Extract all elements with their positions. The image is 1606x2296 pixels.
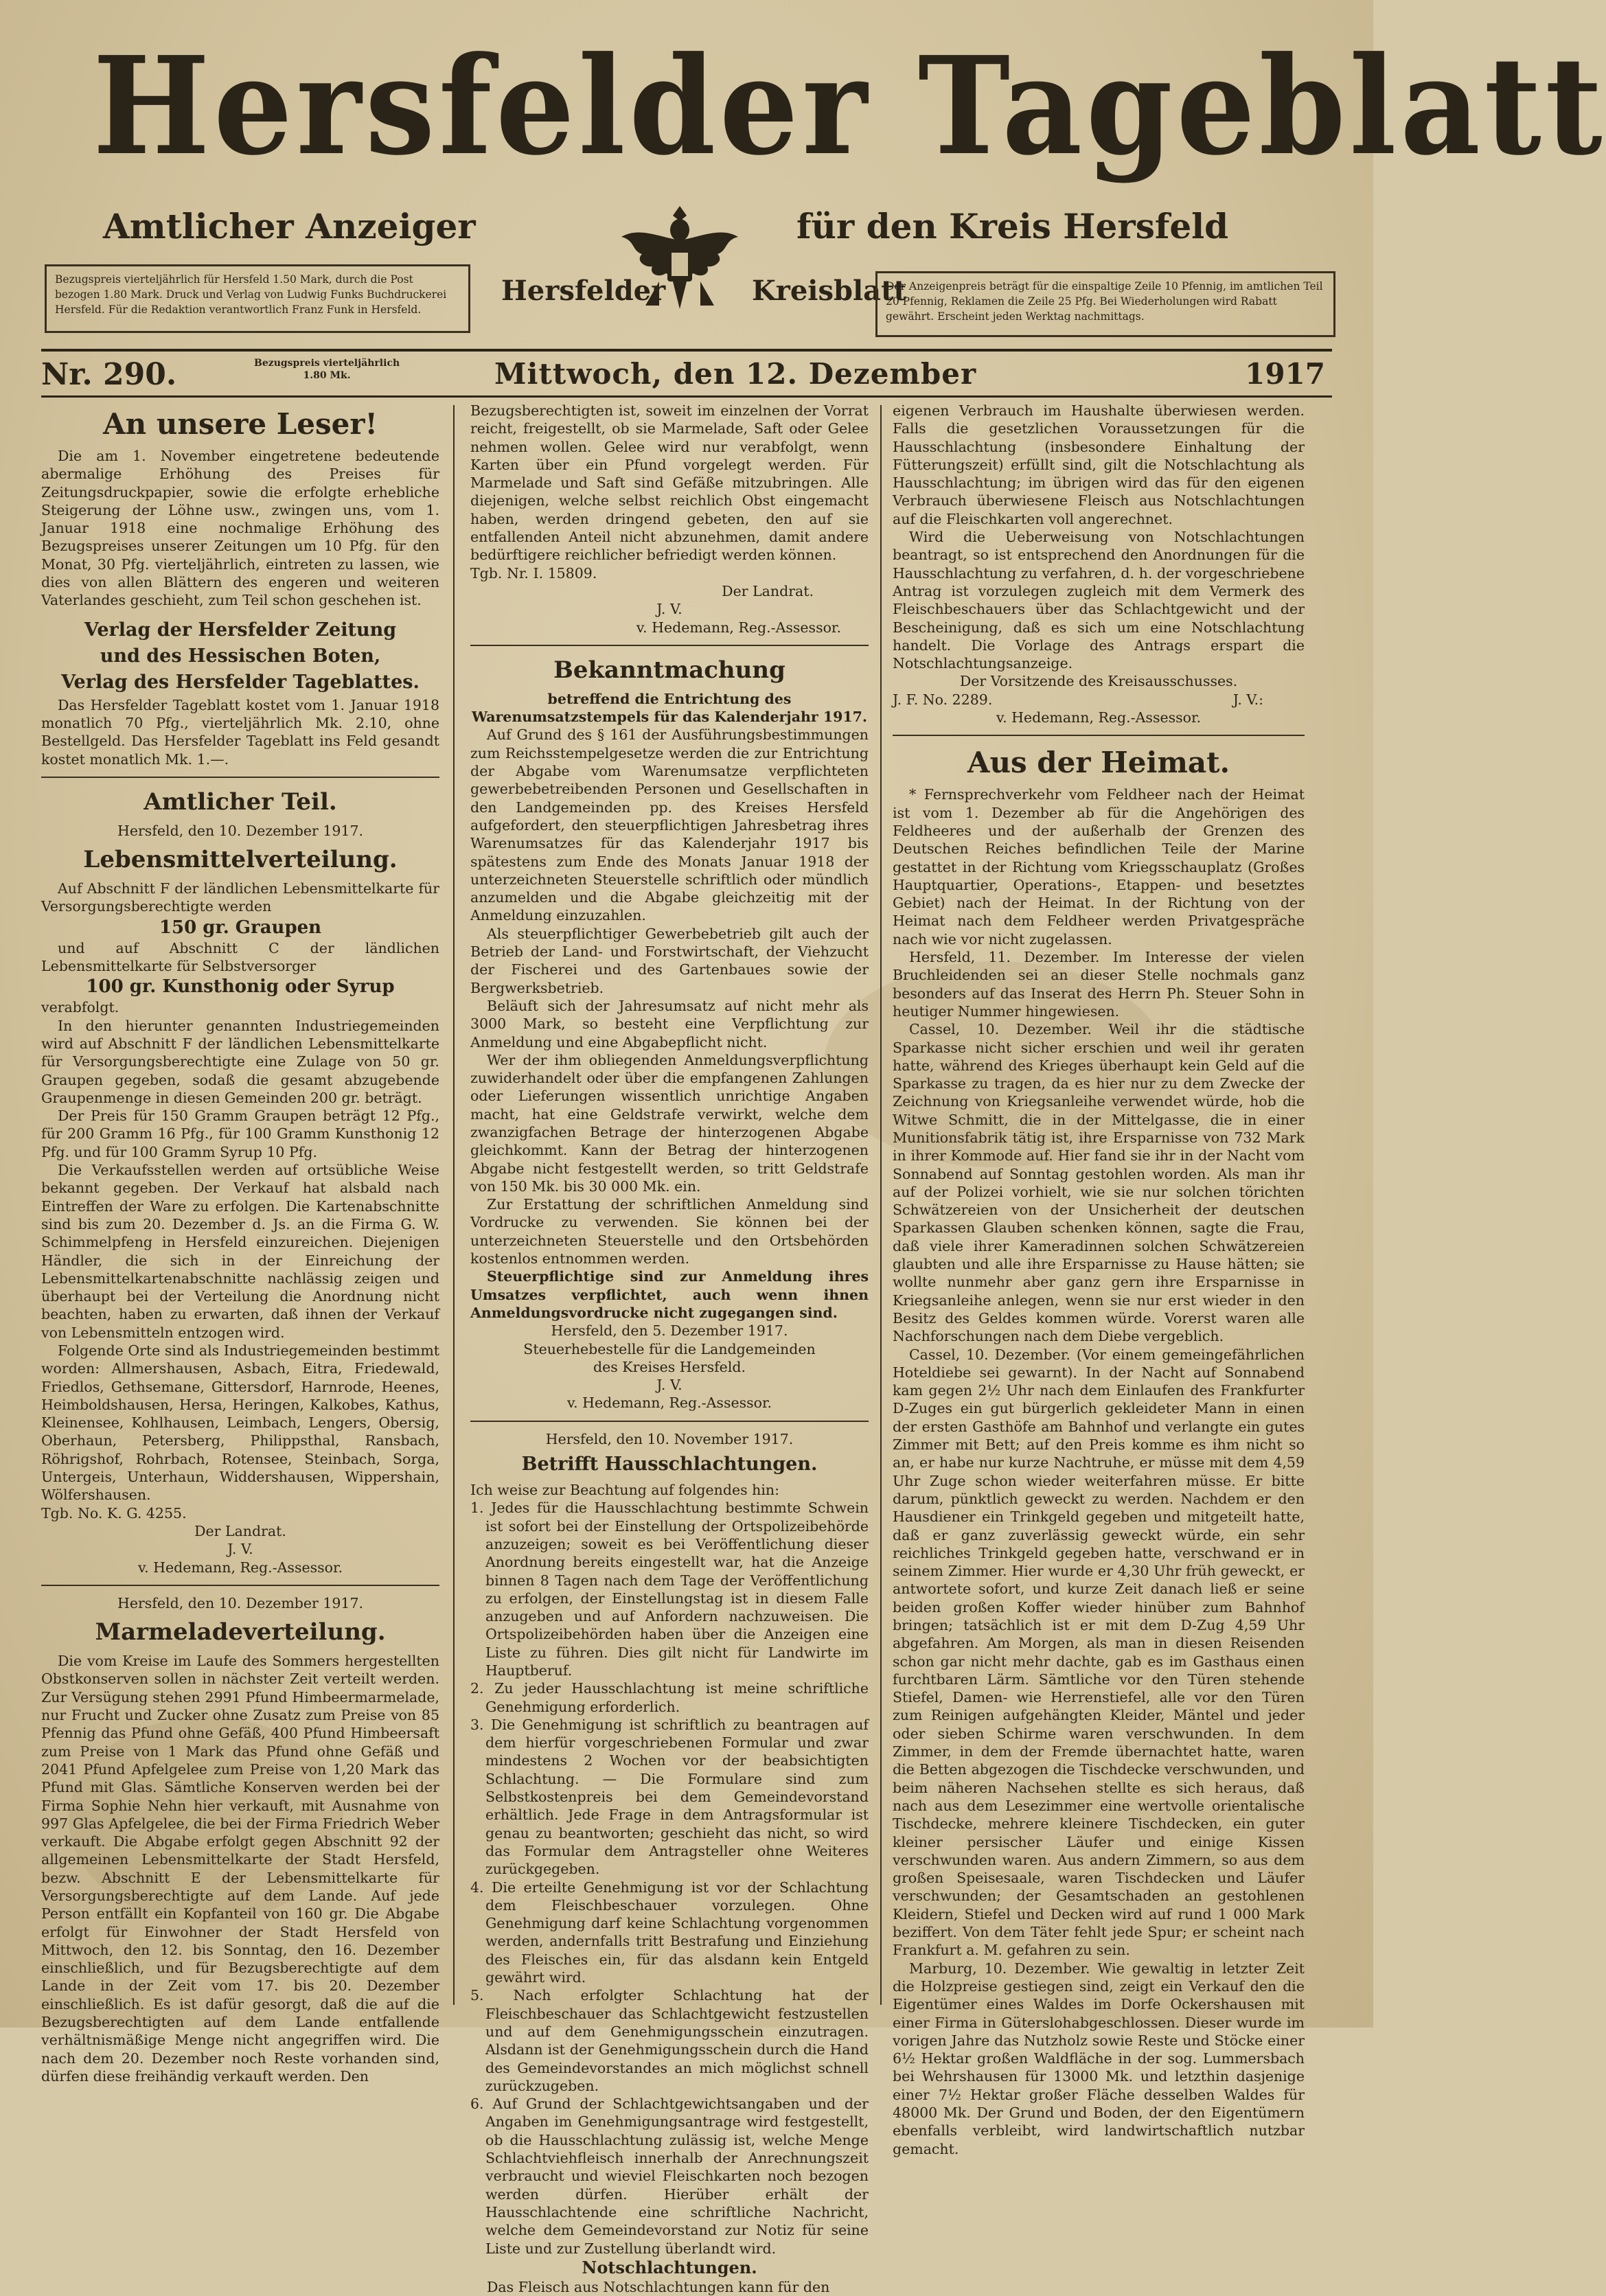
signature: J. V.: [656, 1377, 682, 1394]
heading-aus-der-heimat: Aus der Heimat.: [967, 746, 1230, 780]
dateline: Hersfeld, den 10. November 1917.: [545, 1430, 794, 1447]
article-text: Das Fleisch aus Notschlachtungen kann für den: [487, 2279, 830, 2296]
list-item: 3. Die Genehmigung ist schriftlich zu beantragen auf dem hierfür vorgeschriebenen Formular und zwar mindestens 2 Wochen vor der beabsichtigten Schlachtung. — Die Formulare sind zum Selbstkostenpreis bei dem Gemeindevorstand erhältlich. Jede Frage in dem Antragsformular ist genau zu beantworten; geschieht das nicht, so wird das Formular dem Antragsteller ohne Weiteres zurückgegeben.: [470, 1716, 869, 1878]
issue-year: 1917: [1245, 357, 1325, 391]
article-text: Ich weise zur Beachtung auf folgendes hin:: [470, 1482, 780, 1499]
verlag-line: und des Hessischen Boten,: [100, 645, 381, 667]
ration-item: 150 gr. Graupen: [159, 917, 322, 938]
article-text: * Fernsprechverkehr vom Feldheer nach der Heimat ist vom 1. Dezember ab für die Angehörigen des Feldheeres und der außerhalb der Grenzen des Deutschen Reiches befindlichen Teile der Marine gestattet in der Richtung vom Kriegsschauplatz (Großes Hauptquartier, Operations-, Etappen- und besetztes Gebiet) nach der Heimat. In der Richtung von der Heimat nach dem Feldheer werden Privatgespräche nach wie vor nicht zugelassen.: [893, 786, 1305, 948]
article-text: Zur Erstattung der schriftlichen Anmeldung sind Vordrucke zu verwenden. Sie können bei der unterzeichneten Steuerstelle und den Ortsbehörden kostenlos entnommen werden.: [470, 1196, 869, 1267]
issue-date: Mittwoch, den 12. Dezember: [494, 357, 977, 391]
signature: Steuerhebestelle für die Landgemeinden: [523, 1340, 816, 1357]
article-text: Der Preis für 150 Gramm Graupen beträgt 12 Pfg., für 200 Gramm 16 Pfg., für 100 Gramm Kunsthonig 12 Pfg. und für 100 Gramm Syrup 10 Pfg.: [41, 1107, 439, 1160]
heading-hausschlachtungen: Betrifft Hausschlachtungen.: [521, 1454, 818, 1476]
dateline: Hersfeld, den 10. Dezember 1917.: [117, 822, 364, 839]
signature: J. V.: [227, 1541, 253, 1558]
column-2: [470, 402, 869, 2296]
verlag-line: Verlag der Hersfelder Zeitung: [84, 619, 397, 641]
heading-lebensmittelverteilung: Lebensmittelverteilung.: [83, 846, 398, 874]
signature: J. V.: [656, 601, 682, 618]
column-divider: [880, 405, 882, 2005]
signature: Der Landrat.: [194, 1522, 286, 1539]
article-text: Die Verkaufsstellen werden auf ortsübliche Weise bekannt gegeben. Der Verkauf hat alsbald nach Eintreffen der Ware zu erfolgen. Die Kartenabschnitte sind bis zum 20. Dezember d. Js. an die Firma G. W. Schimmelpfeng in Hersfeld einzureichen. Diejenigen Händler, die sich in der Einreichung der Lebensmittelkartenabschnitte nachlässig zeigen und überhaupt bei der Verteilung die Anordnung nicht beachten, haben zu erwarten, daß ihnen der Verkauf von Lebensmitteln entzogen wird.: [41, 1162, 439, 1341]
signature: v. Hedemann, Reg.-Assessor.: [137, 1559, 343, 1576]
signature: Der Landrat.: [722, 582, 814, 599]
heading-notschlachtungen: Notschlachtungen.: [582, 2257, 757, 2277]
list-item: 4. Die erteilte Genehmigung ist vor der Schlachtung dem Fleischbeschauer vorzulegen. Ohne Genehmigung darf keine Schlachtung vorgenommen werden, andernfalls tritt Bestrafung und Einziehung des Fleisches ein, für das alsdann kein Entgeld gewährt wird.: [470, 1879, 869, 1986]
heading-an-unsere-leser: An unsere Leser!: [103, 407, 378, 441]
jf-number: J. F. No. 2289.: [893, 691, 993, 708]
article-text: Folgende Orte sind als Industriegemeinden bestimmt worden: Allmershausen, Asbach, Eitra, Friedewald, Friedlos, Gethsemane, Gittersdorf, Harnrode, Heenes, Heimboldshausen, Hersa, Heringen, Kalkobes, Kathus, Kleinensee, Kohlhausen, Leimbach, Lengers, Obersig, Oberhaun, Petersberg, Philippsthal, Ransbach, Röhrigshof, Rohrbach, Rotensee, Steinbach, Sorga, Untergeis, Unterhaun, Widdershausen, Wippershain, Wölfershausen.: [41, 1342, 439, 1504]
signature: des Kreises Hersfeld.: [593, 1358, 746, 1375]
column-divider: [453, 405, 455, 2005]
ration-item: 100 gr. Kunsthonig oder Syrup: [86, 976, 395, 998]
advert-price-box: Der Anzeigenpreis beträgt für die einspaltige Zeile 10 Pfennig, im amtlichen Teil 20 Pfennig, Reklamen die Zeile 25 Pfg. Bei Wiederholungen wird Rabatt gewährt. Erscheint jeden Werktag nachmittags.: [875, 271, 1335, 337]
article-text: Als steuerpflichtiger Gewerbebetrieb gilt auch der Betrieb der Land- und Forstwirtschaft, der Viehzucht der Fischerei und des Gartenbaues sowie der Bergwerksbetrieb.: [470, 925, 869, 996]
signature: Der Vorsitzende des Kreisausschusses.: [959, 673, 1238, 690]
subscription-box: Bezugspreis vierteljährlich für Hersfeld 1.50 Mark, durch die Post bezogen 1.80 Mark. Druck und Verlag von Ludwig Funks Buchdruckerei Hersfeld. Für die Redaktion verantwortlich Franz Funk in Hersfeld.: [45, 264, 470, 333]
article-text: Die am 1. November eingetretene bedeutende abermalige Erhöhung des Preises für Zeitungsdruckpapier, sowie die erfolgte erhebliche Steigerung der Löhne usw., zwingen uns, vom 1. Januar 1918 eine nochmalige Erhöhung des Bezugspreises unserer Zeitungen um 10 Pfg. für den Monat, 30 Pfg. vierteljährlich, eintreten zu lassen, wie dies von allen Blättern des engeren und weiteren Vaterlandes geschieht, zum Teil schon geschehen ist.: [41, 448, 439, 609]
article-text: Wird die Ueberweisung von Notschlachtungen beantragt, so ist entsprechend den Anordnungen für die Hausschlachtung zu verfahren, d. h. der vorgeschriebene Antrag ist vorzulegen zugleich mit dem Vermerk des Fleischbeschauers über das Schlachtgewicht und der Bescheinigung, daß es sich um eine Notschlachtung handelt. Die Vorlage des Antrags erspart die Notschlachtungsanzeige.: [893, 529, 1305, 672]
issue-price: [254, 357, 400, 382]
article-text: eigenen Verbrauch im Haushalte überwiesen werden. Falls die gesetzlichen Voraussetzungen für die Hausschlachtung (insbesondere Einhaltung der Fütterungszeit) erfüllt sind, gilt die Notschlachtung als Hausschlachtung; im übrigen wird das für den eigenen Verbrauch überwiesene Fleisch aus Notschlachtungen auf die Fleischkarten voll angerechnet.: [893, 402, 1305, 527]
subheading: betreffend die Entrichtung des Warenumsatzstempels für das Kalenderjahr 1917.: [471, 690, 868, 726]
article-text: Cassel, 10. Dezember. Weil ihr die städtische Sparkasse nicht sicher erschien und weil ihr geraten hatte, während des Krieges überhaupt kein Geld auf die Sparkasse zu tragen, da es hier nur zu dem Zwecke der Zeichnung von Kriegsanleihe verwendet würde, hob die Witwe Schmitt, die in der Mittelgasse, die in einer Munitionsfabrik tätig ist, ihre Ersparnisse von 732 Mark in ihrer Kommode auf. Hier fand sie ihr in der Nacht vom Sonnabend auf Sonntag gestohlen worden. Als man ihr auf der Polizei vorhielt, wie sie nur solchen törichten Schwätzereien von der Unsicherheit der deutschen Sparkassen Glauben schenken können, sagte die Frau, daß viele ihrer Kameradinnen solchen Schwätzereien glaubten und alle ihre Ersparnisse zu Hause hätten; sie wollte nunmehr aber ganz gern ihre Ersparnisse in Kriegsanleihe anlegen, wenn sie nur erst wieder in den Besitz des Geldes kommen würde. Vorerst waren alle Nachforschungen nach dem Diebe vergeblich.: [893, 1021, 1305, 1345]
rule-top: [41, 349, 1332, 352]
signature: v. Hedemann, Reg.-Assessor.: [566, 1394, 772, 1412]
article-text: Steuerpflichtige sind zur Anmeldung ihres Umsatzes verpflichtet, auch wenn ihnen Anmeldungsvordrucke nicht zugegangen sind.: [470, 1268, 869, 1321]
masthead-title: Hersfelder Tageblatt: [93, 27, 1606, 185]
article-text: Auf Grund des § 161 der Ausführungsbestimmungen zum Reichsstempelgesetze werden die zur Entrichtung der Abgabe vom Warenumsatze verpflichteten gewerbebetreibenden Personen und Gesellschaften in den Landgemeinden pp. des Kreises Hersfeld aufgefordert, den steuerpflichtigen Jahresbetrag ihres Warenumsatzes für das Kalenderjahr 1917 bis spätestens zum Ende des Monats Januar 1918 der unterzeichneten Steuerstelle schriftlich oder mündlich anzumelden und die Abgabe gleichzeitig mit der Anmeldung einzuzahlen.: [470, 726, 869, 924]
signature: v. Hedemann, Reg.-Assessor.: [636, 619, 841, 636]
heading-bekanntmachung: Bekanntmachung: [553, 656, 785, 684]
article-text: und auf Abschnitt C der ländlichen Lebensmittelkarte für Selbstversorger: [41, 939, 439, 975]
list-item: 6. Auf Grund der Schlachtgewichtsangaben und der Angaben im Genehmigungsantrage wird festgestellt, ob die Hausschlachtung zulässig ist, welche Menge Schlachtviehfleisch innerhalb der Anrechnungszeit verbraucht und wieviel Fleischkarten noch bezogen werden dürfen. Hierüber erhält der Hausschlachtende eine schriftliche Nachricht, welche dem Gemeindevorstand zur Notiz für seine Liste und zur Zustellung überlandt wird.: [470, 2096, 869, 2257]
article-text: In den hierunter genannten Industriegemeinden wird auf Abschnitt F der ländlichen Lebensmittelkarte für Versorgungsberechtigte eine Zulage von 50 gr. Graupen gegeben, sodaß die gesamt abzugebende Graupenmenge in diesen Gemeinden 200 gr. beträgt.: [41, 1017, 439, 1106]
masthead-subtitle-right: für den Kreis Hersfeld: [796, 206, 1229, 246]
list-item: 5. Nach erfolgter Schlachtung hat der Fleischbeschauer das Schlachtgewicht festzustellen und auf dem Genehmigungsschein einzutragen. Alsdann ist der Genehmigungsschein durch die Hand des Gemeindevorstandes an mich möglichst schnell zurückzugeben.: [470, 1987, 869, 2094]
heading-amtlicher-teil: Amtlicher Teil.: [144, 788, 337, 816]
article-text: Das Hersfelder Tageblatt kostet vom 1. Januar 1918 monatlich 70 Pfg., vierteljährlich Mk. 2.10, ohne Bestellgeld. Das Hersfelder Tageblatt ins Feld gesandt kostet monatlich Mk. 1.—.: [41, 696, 439, 768]
signature-row: [893, 691, 1305, 709]
signature: J. V.:: [1232, 691, 1263, 708]
column-3: [893, 402, 1305, 2158]
column-1: [41, 402, 439, 2085]
rule-date-bottom: [41, 395, 1332, 398]
list-item: 2. Zu jeder Hausschlachtung ist meine schriftliche Genehmigung erforderlich.: [470, 1680, 869, 1715]
article-text: verabfolgt.: [41, 999, 119, 1016]
masthead-subtitle-left: Amtlicher Anzeiger: [103, 206, 476, 246]
kreisblatt-label-left: Hersfelder: [501, 275, 666, 307]
article-text: Cassel, 10. Dezember. (Vor einem gemeingefährlichen Hoteldiebe sei gewarnt). In der Nacht auf Sonnabend kam gegen 2½ Uhr nach dem Einlaufen des Frankfurter D-Zuges ein gut bürgerlich gekleideter Mann in einen der ersten Gasthöfe am Bahnhof und verlangte ein gutes Zimmer mit Bett; auf den Preis komme es ihm nicht so an, er habe nur kurze Nachtruhe, er müsse mit dem 4,59 Uhr Zuge schon wieder weiterfahren müsse. Er bitte darum, pünktlich geweckt zu werden. Nachdem er den Hausdiener ein Trinkgeld gegeben und mitgeteilt hatte, daß er ganz zuverlässig geweckt würde, ein sehr reichliches Trinkgeld gegeben hatte, verschwand er in seinem Zimmer. Hier wurde er 4,30 Uhr früh geweckt, er antwortete sofort, und kurze Zeit danach ließ er seine beiden großen Koffer wieder hinüber zum Bahnhof bringen; tatsächlich ist er mit dem D-Zug 4,59 Uhr abgefahren. Am Morgen, als man in diesen Reisenden schon gar nicht mehr dachte, gab es im Gasthaus einen furchtbaren Lärm. Sämtliche vor den Türen stehende Stiefel, Damen- wie Herrenstiefel, alle vor den Türen zum Reinigen aufgehängten Kleider, Mäntel und jeder oder sieben Schirme waren verschwunden. In dem Zimmer, in dem der Fremde übernachtet hatte, waren die Betten abgezogen die Tischdecke verschwunden, und beim näheren Nachsehen stellte es sich heraus, daß nach aus dem Lesezimmer eine wertvolle orientalische Tischdecke, mehrere kleinere Tischdecken, ein guter kleiner persischer Läufer und einige Kissen verschwunden waren. Aus andern Zimmern, so aus dem großen Speisesaale, waren Tischdecken und Läufer verschwunden; der Gesamtschaden an gestohlenen Kleidern, Stiefel und Decken wird auf rund 1 000 Mark beziffert. Von dem Täter fehlt jede Spur; er scheint nach Frankfurt a. M. gefahren zu sein.: [893, 1346, 1305, 1959]
article-text: Hersfeld, 11. Dezember. Im Interesse der vielen Bruchleidenden sei an dieser Stelle nochmals ganz besonders auf das Inserat des Herrn Ph. Steuer Sohn in heutiger Nummer hingewiesen.: [893, 949, 1305, 1020]
article-text: Auf Abschnitt F der ländlichen Lebensmittelkarte für Versorgungsberechtigte werden: [41, 880, 439, 915]
article-text: Bezugsberechtigten ist, soweit im einzelnen der Vorrat reicht, freigestellt, ob sie Marmelade, Saft oder Gelee nehmen wollen. Gelee wird nur verabfolgt, wenn Karten über ein Pfund vorgelegt werden. Für Marmelade und Saft sind Gefäße mitzubringen. Alle diejenigen, welche selbst reichlich Obst eingemacht haben, werden dringend gebeten, den auf sie entfallenden Anteil nicht abzunehmen, damit andere bedürftigere reichlicher befriedigt werden können.: [470, 402, 869, 564]
tgb-number: Tgb. Nr. I. 15809.: [470, 564, 597, 582]
article-text: Beläuft sich der Jahresumsatz auf nicht mehr als 3000 Mark, so besteht eine Verpflichtung zur Anmeldung und eine Abgabepflicht nicht.: [470, 997, 869, 1051]
dateline: Hersfeld, den 5. Dezember 1917.: [551, 1322, 788, 1340]
signature: v. Hedemann, Reg.-Assessor.: [996, 709, 1202, 726]
article-text: Marburg, 10. Dezember. Wie gewaltig in letzter Zeit die Holzpreise gestiegen sind, zeigt ein Verkauf den die Eigentümer eines Waldes im Dorfe Ockershausen mit einer Firma in Güterslohabgeschlossen. Dieser wurde im vorigen Jahre das Nutzholz sowie Reste und Stöcke einer 6½ Hektar großen Waldfläche in der sog. Lummersbach bei Wehrshausen für 13000 Mk. und letzthin dasjenige einer 7½ Hektar großer Fläche desselben Waldes für 48000 Mk. Der Grund und Boden, der den Eigentümern ebenfalls verbleibt, wird landwirtschaftlich nutzbar gemacht.: [893, 1960, 1305, 2157]
article-text: Wer der ihm obliegenden Anmeldungsverpflichtung zuwiderhandelt oder über die empfangenen Zahlungen oder Lieferungen wissentlich unrichtige Angaben macht, hat eine Geldstrafe verwirkt, welche dem zwanzigfachen Betrage der hinterzogenen Abgabe gleichkommt. Kann der Betrag der hinterzogenen Abgabe nicht festgestellt werden, so tritt Geldstrafe von 150 Mk. bis 30 000 Mk. ein.: [470, 1051, 869, 1195]
list-item: 1. Jedes für die Hausschlachtung bestimmte Schwein ist sofort bei der Einstellung der Ortspolizeibehörde anzuzeigen; soweit es bei Veröffentlichung dieser Anordnung bereits eingestellt war, hat die Anzeige binnen 8 Tagen nach dem Tage der Veröffentlichung zu erfolgen, der Einstellungstag ist in diesem Falle anzugeben und auf Anfordern nachzuweisen. Die Ortspolizeibehörden haben über die Anzeigen eine Liste zu führen. Dies gilt nicht für Landwirte im Hauptberuf.: [470, 1500, 869, 1679]
issue-price-line1: Bezugspreis vierteljährlich: [254, 358, 400, 369]
dateline: Hersfeld, den 10. Dezember 1917.: [117, 1594, 364, 1611]
heading-marmeladeverteilung: Marmeladeverteilung.: [95, 1618, 386, 1646]
article-text: Die vom Kreise im Laufe des Sommers hergestellten Obstkonserven sollen in nächster Zeit verteilt werden. Zur Versügung stehen 2991 Pfund Himbeermarmelade, nur Frucht und Zucker ohne Zusatz zum Preise von 85 Pfennig das Pfund ohne Gefäß, 400 Pfund Himbeersaft zum Preise von 1 Mark das Pfund ohne Gefäß und 2041 Pfund Apfelgelee zum Preise von 1,20 Mark das Pfund mit Glas. Sämtliche Konserven werden bei der Firma Sophie Nehn hier verkauft, mit Ausnahme von 997 Glas Apfelgelee, die bei der Firma Friedrich Weber verkauft. Die Abgabe erfolgt gegen Abschnitt 92 der allgemeinen Lebensmittelkarte der Stadt Hersfeld, bezw. Abschnitt E der Lebensmittelkarte für Versorgungsberechtigte auf dem Lande. Auf jede Person entfällt ein Kopfanteil von 160 gr. Die Abgabe erfolgt für Einwohner der Stadt Hersfeld von Mittwoch, den 12. bis Sonntag, den 16. Dezember einschließlich, und für Bezugsberechtigte auf dem Lande in der Zeit vom 17. bis 20. Dezember einschließlich. Es ist dafür gesorgt, daß die auf die Bezugsberechtigten auf dem Lande entfallende verhältnismäßige Menge nicht angegriffen wird. Die nach dem 20. Dezember noch Reste vorhanden sind, dürfen diese freihändig verkauft werden. Den: [41, 1653, 439, 2085]
tgb-number: Tgb. No. K. G. 4255.: [41, 1504, 187, 1522]
kreisblatt-label-right: Kreisblatt: [752, 275, 907, 307]
verlag-line: Verlag des Hersfelder Tageblattes.: [61, 671, 420, 693]
issue-number: Nr. 290.: [41, 357, 177, 392]
issue-bar: [41, 357, 1332, 398]
issue-price-line2: 1.80 Mk.: [303, 370, 351, 381]
